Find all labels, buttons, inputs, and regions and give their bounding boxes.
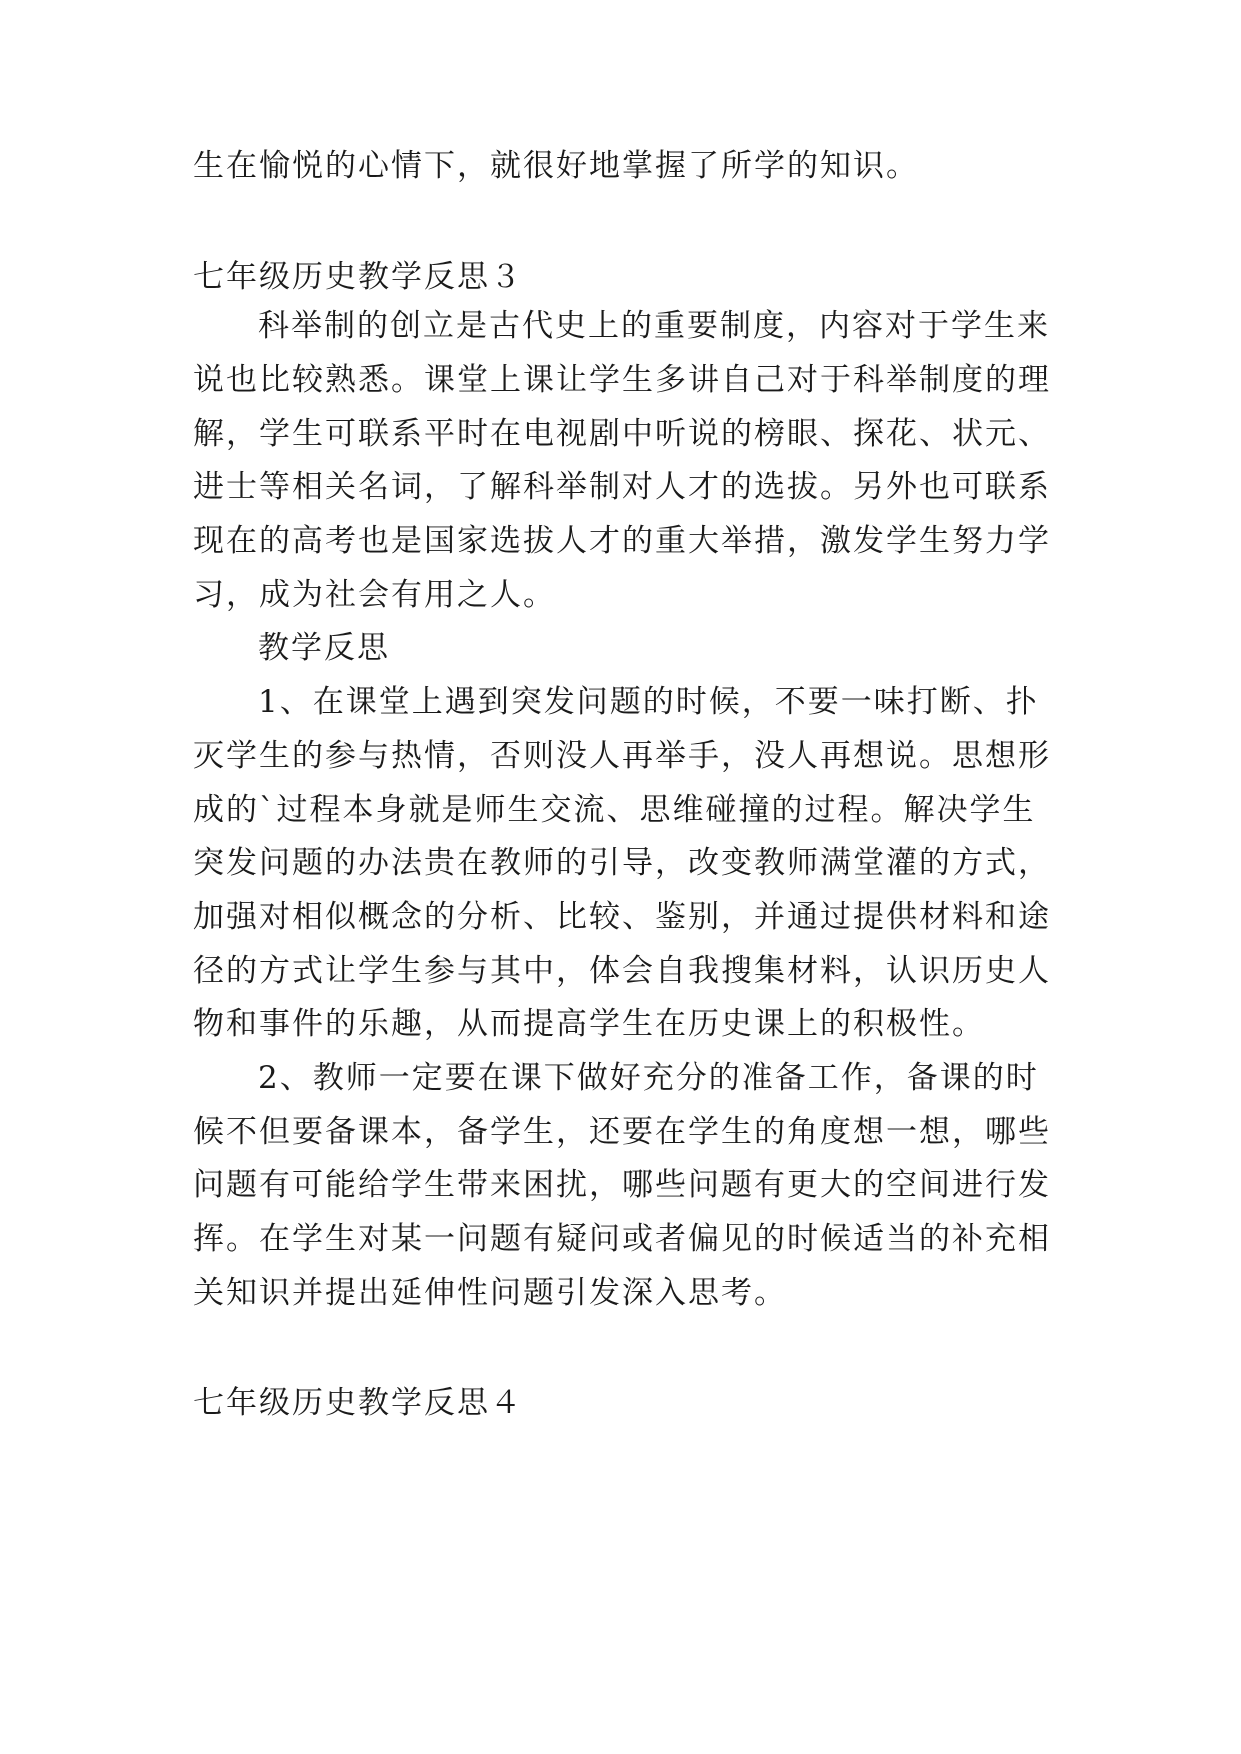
paragraph-line: 进士等相关名词，了解科举制对人才的选拔。另外也可联系 — [193, 469, 1051, 505]
paragraph-line: 现在的高考也是国家选拔人才的重大举措，激发学生努力学 — [193, 523, 1051, 559]
point-2-line: 2、教师一定要在课下做好充分的准备工作，备课的时 — [258, 1060, 1039, 1096]
point-2-line: 候不但要备课本，备学生，还要在学生的角度想一想，哪些 — [193, 1114, 1051, 1150]
point-1-line: 1、在课堂上遇到突发问题的时候，不要一味打断、扑 — [258, 684, 1039, 720]
paragraph-line: 说也比较熟悉。课堂上课让学生多讲自己对于科举制度的理 — [193, 362, 1051, 398]
section-4-heading: 七年级历史教学反思４ — [193, 1385, 523, 1421]
paragraph-line: 解，学生可联系平时在电视剧中听说的榜眼、探花、状元、 — [193, 416, 1051, 452]
point-1-line: 物和事件的乐趣，从而提高学生在历史课上的积极性。 — [193, 1006, 985, 1042]
point-1-line: 突发问题的办法贵在教师的引导，改变教师满堂灌的方式， — [193, 845, 1051, 881]
continuation-line: 生在愉悦的心情下，就很好地掌握了所学的知识。 — [193, 148, 919, 184]
point-2-line: 关知识并提出延伸性问题引发深入思考。 — [193, 1275, 787, 1311]
point-1-line: 径的方式让学生参与其中，体会自我搜集材料，认识历史人 — [193, 953, 1051, 989]
section-3-heading: 七年级历史教学反思３ — [193, 259, 523, 295]
point-2-line: 挥。在学生对某一问题有疑问或者偏见的时候适当的补充相 — [193, 1221, 1051, 1257]
point-2-line: 问题有可能给学生带来困扰，哪些问题有更大的空间进行发 — [193, 1167, 1051, 1203]
subheading: 教学反思 — [258, 630, 390, 666]
point-1-line: 加强对相似概念的分析、比较、鉴别，并通过提供材料和途 — [193, 899, 1051, 935]
point-1-line: 灭学生的参与热情，否则没人再举手，没人再想说。思想形 — [193, 738, 1051, 774]
paragraph-line: 习，成为社会有用之人。 — [193, 577, 556, 613]
point-1-line: 成的`过程本身就是师生交流、思维碰撞的过程。解决学生 — [193, 792, 1036, 828]
paragraph-line: 科举制的创立是古代史上的重要制度，内容对于学生来 — [258, 308, 1050, 344]
